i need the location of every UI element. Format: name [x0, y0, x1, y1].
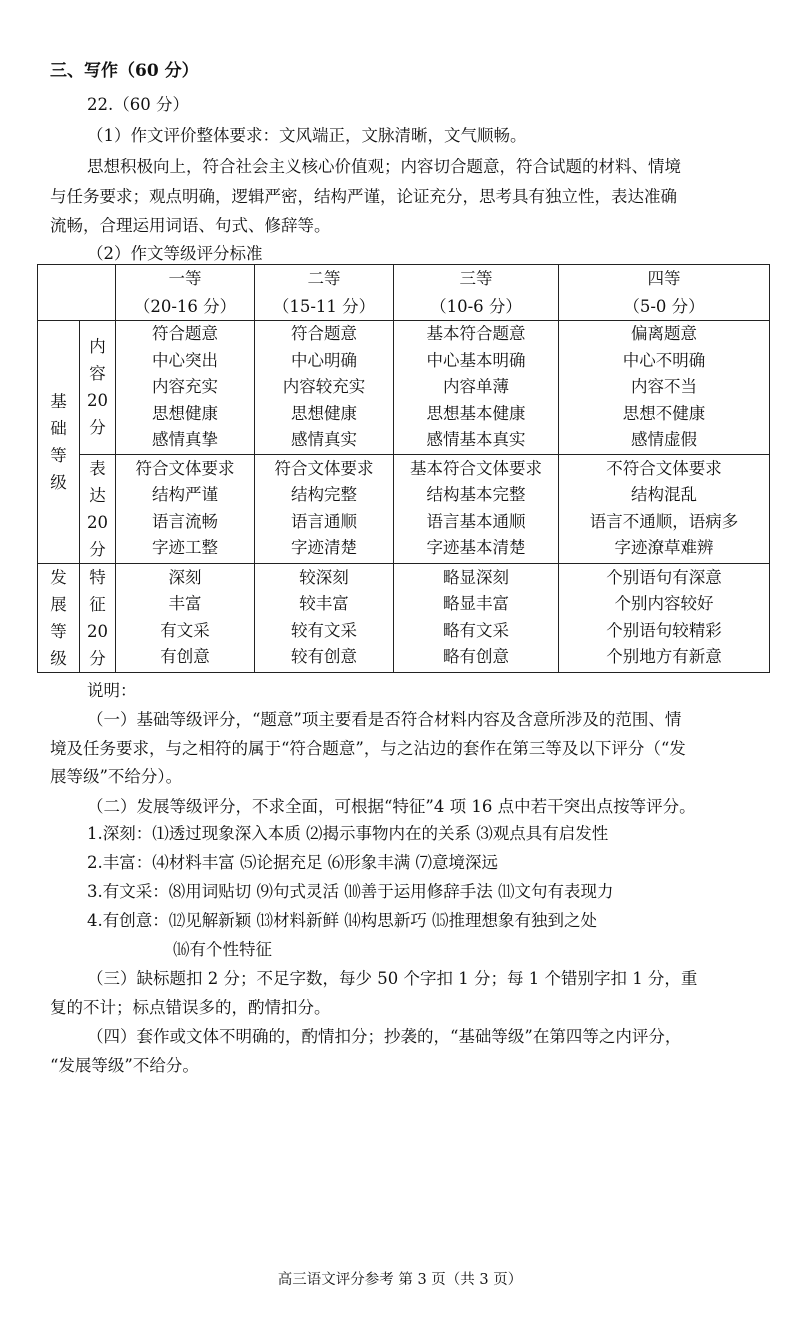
notes-title: 说明：	[87, 681, 137, 700]
feature-grade-3: 略显深刻 略显丰富 略有文采 略有创意	[394, 563, 559, 672]
note-1-line: 展等级”不给分）。	[50, 767, 183, 786]
content-grade-3: 基本符合题意 中心基本明确 内容单薄 思想基本健康 感情基本真实	[394, 321, 559, 455]
point-literary: 3.有文采：⑻用词贴切 ⑼句式灵活 ⑽善于运用修辞手法 ⑾文句有表现力	[87, 882, 614, 901]
table-row-content	[38, 321, 770, 455]
expression-grade-3: 基本符合文体要求 结构基本完整 语言基本通顺 字迹基本清楚	[394, 454, 559, 563]
table-row-expression	[38, 454, 770, 563]
feature-grade-2: 较深刻 较丰富 较有文采 较有创意	[255, 563, 394, 672]
basic-level-label: 基 础 等 级	[38, 321, 80, 564]
requirement-para-line: 流畅，合理运用词语、句式、修辞等。	[50, 216, 331, 235]
table-corner-cell	[38, 265, 116, 321]
table-header-row	[38, 265, 770, 321]
content-grade-4: 偏离题意 中心不明确 内容不当 思想不健康 感情虚假	[559, 321, 770, 455]
grade-2-header: 二等 （15-11 分）	[255, 265, 394, 321]
requirement-para-line: 与任务要求；观点明确，逻辑严密，结构严谨，论证充分，思考具有独立性，表达准确	[50, 187, 677, 206]
content-grade-2: 符合题意 中心明确 内容较充实 思想健康 感情真实	[255, 321, 394, 455]
requirement-para-line: 思想积极向上，符合社会主义核心价值观；内容切合题意，符合试题的材料、情境	[87, 157, 681, 176]
point-deep: 1.深刻：⑴透过现象深入本质 ⑵揭示事物内在的关系 ⑶观点具有启发性	[87, 824, 609, 843]
section-title: 三、写作（60 分）	[50, 61, 199, 81]
grade-1-header: 一等 （20-16 分）	[116, 265, 255, 321]
grading-table	[37, 264, 770, 673]
content-label: 内 容 20 分	[80, 321, 116, 455]
question-number: 22.（60 分）	[87, 95, 189, 114]
feature-label: 特 征 20 分	[80, 563, 116, 672]
point-rich: 2.丰富：⑷材料丰富 ⑸论据充足 ⑹形象丰满 ⑺意境深远	[87, 853, 498, 872]
feature-grade-4: 个别语句有深意 个别内容较好 个别语句较精彩 个别地方有新意	[559, 563, 770, 672]
page-footer: 高三语文评分参考 第 3 页（共 3 页）	[277, 1272, 523, 1288]
note-1-line: 境及任务要求，与之相符的属于“符合题意”，与之沾边的套作在第三等及以下评分（“发	[50, 739, 686, 758]
grade-3-header: 三等 （10-6 分）	[394, 265, 559, 321]
expression-label: 表 达 20 分	[80, 454, 116, 563]
note-4-line: （四）套作或文体不明确的，酌情扣分；抄袭的，“基础等级”在第四等之内评分，	[87, 1027, 682, 1046]
expression-grade-2: 符合文体要求 结构完整 语言通顺 字迹清楚	[255, 454, 394, 563]
expression-grade-4: 不符合文体要求 结构混乱 语言不通顺，语病多 字迹潦草难辨	[559, 454, 770, 563]
note-2: （二）发展等级评分，不求全面，可根据“特征”4 项 16 点中若干突出点按等评分。	[87, 797, 696, 816]
grade-4-header: 四等 （5-0 分）	[559, 265, 770, 321]
point-creative-cont: ⒃有个性特征	[173, 940, 272, 959]
point-creative: 4.有创意：⑿见解新颖 ⒀材料新鲜 ⒁构思新巧 ⒂推理想象有独到之处	[87, 911, 597, 930]
note-1-line: （一）基础等级评分，“题意”项主要看是否符合材料内容及含意所涉及的范围、情	[87, 710, 682, 729]
note-3-line: （三）缺标题扣 2 分；不足字数，每少 50 个字扣 1 分；每 1 个错别字扣 1 分，重	[87, 969, 698, 988]
note-4-line: “发展等级”不给分。	[50, 1056, 199, 1075]
expression-grade-1: 符合文体要求 结构严谨 语言流畅 字迹工整	[116, 454, 255, 563]
content-grade-1: 符合题意 中心突出 内容充实 思想健康 感情真挚	[116, 321, 255, 455]
note-3-line: 复的不计；标点错误多的，酌情扣分。	[50, 998, 331, 1017]
requirement-1: （1）作文评价整体要求：文风端正，文脉清晰，文气顺畅。	[87, 126, 527, 145]
feature-grade-1: 深刻 丰富 有文采 有创意	[116, 563, 255, 672]
development-level-label: 发 展 等 级	[38, 563, 80, 672]
requirement-2: （2）作文等级评分标准	[87, 244, 263, 263]
table-row-feature	[38, 563, 770, 672]
